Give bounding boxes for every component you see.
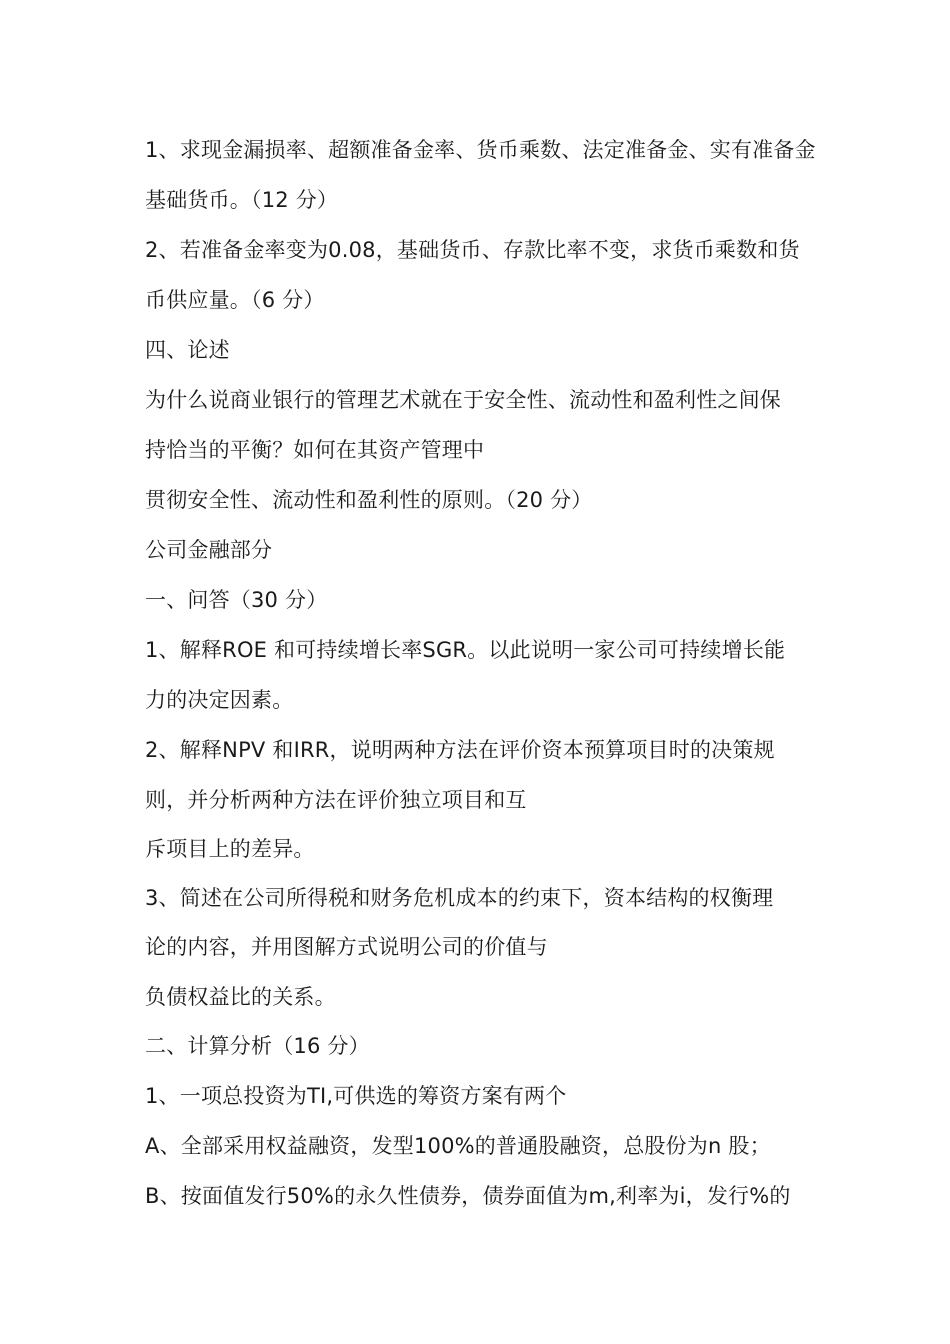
text-line-15: 斥项目上的差异。 [145, 837, 315, 861]
part-heading-corporate-finance: 公司金融部分 [145, 538, 273, 562]
text-line-18: 负债权益比的关系。 [145, 985, 336, 1009]
text-line-3: 2、若准备金率变为0.08，基础货币、存款比率不变，求货币乘数和货 [145, 238, 800, 262]
text-line-14: 则，并分析两种方法在评价独立项目和互 [145, 788, 527, 812]
text-line-8: 贯彻安全性、流动性和盈利性的原则。（20 分） [145, 488, 593, 512]
text-line-6: 为什么说商业银行的管理艺术就在于安全性、流动性和盈利性之间保 [145, 388, 781, 412]
text-line-16: 3、简述在公司所得税和财务危机成本的约束下，资本结构的权衡理 [145, 886, 774, 910]
text-line-1: 1、求现金漏损率、超额准备金率、货币乘数、法定准备金、实有准备金 [145, 138, 816, 162]
text-line-13: 2、解释NPV 和IRR，说明两种方法在评价资本预算项目时的决策规 [145, 738, 775, 762]
text-line-22: B、按面值发行50%的永久性债券，债券面值为m,利率为i，发行%的 [145, 1184, 791, 1208]
section-heading-qa: 一、问答（30 分） [145, 588, 328, 612]
text-line-11: 1、解释ROE 和可持续增长率SGR。以此说明一家公司可持续增长能 [145, 638, 786, 662]
text-line-20: 1、一项总投资为TI,可供选的筹资方案有两个 [145, 1084, 567, 1108]
text-line-12: 力的决定因素。 [145, 688, 294, 712]
text-line-17: 论的内容，并用图解方式说明公司的价值与 [145, 935, 548, 959]
section-heading-calculation: 二、计算分析（16 分） [145, 1034, 370, 1058]
text-line-7: 持恰当的平衡？如何在其资产管理中 [145, 438, 485, 462]
section-heading-essay: 四、论述 [145, 338, 230, 362]
text-line-4: 币供应量。（6 分） [145, 288, 325, 312]
text-line-21: A、全部采用权益融资，发型100%的普通股融资，总股份为n 股； [145, 1134, 771, 1158]
text-line-2: 基础货币。（12 分） [145, 188, 339, 212]
